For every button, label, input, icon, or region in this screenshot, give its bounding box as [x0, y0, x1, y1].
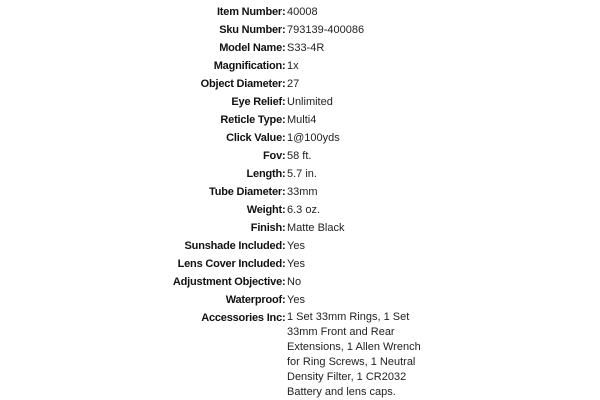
spec-separator: : [282, 114, 286, 126]
spec-separator: : [282, 186, 286, 198]
spec-value: Unlimited [287, 96, 333, 108]
spec-row-waterproof [0, 291, 600, 309]
spec-row-length [0, 165, 600, 183]
spec-value: 40008 [287, 6, 318, 18]
spec-value: No [287, 276, 302, 288]
spec-label: Magnification [213, 60, 282, 72]
spec-separator: : [282, 60, 286, 72]
spec-value: 27 [287, 78, 300, 90]
spec-row-fov [0, 147, 600, 165]
spec-value: Yes [287, 294, 305, 306]
spec-label: Weight [246, 204, 282, 216]
spec-row-item-number [0, 3, 600, 21]
spec-value: 5.7 in. [287, 168, 317, 180]
spec-separator: : [282, 42, 286, 54]
spec-row-object-diameter [0, 75, 600, 93]
spec-row-accessories-inc [0, 309, 600, 400]
spec-separator: : [282, 240, 286, 252]
spec-value: S33-4R [287, 42, 325, 54]
spec-table [0, 3, 600, 400]
spec-row-weight [0, 201, 600, 219]
spec-row-magnification [0, 57, 600, 75]
spec-row-lens-cover-included [0, 255, 600, 273]
spec-separator: : [282, 312, 286, 324]
spec-separator: : [282, 168, 286, 180]
spec-separator: : [282, 96, 286, 108]
spec-value: Yes [287, 240, 305, 252]
spec-value: Matte Black [287, 222, 345, 234]
spec-label: Sku Number [219, 24, 282, 36]
spec-label: Accessories Inc [201, 312, 282, 324]
spec-separator: : [282, 150, 286, 162]
spec-label: Finish [250, 222, 282, 234]
spec-value: 6.3 oz. [287, 204, 321, 216]
spec-separator: : [282, 276, 286, 288]
spec-label: Fov [263, 150, 282, 162]
spec-label: Object Diameter [200, 78, 282, 90]
spec-separator: : [282, 258, 286, 270]
spec-separator: : [282, 78, 286, 90]
spec-row-eye-relief [0, 93, 600, 111]
spec-value: Yes [287, 258, 305, 270]
spec-value: 1 Set 33mm Rings, 1 Set 33mm Front and Rear Extensions, 1 Allen Wrench for Ring Screws, 1 Neutral Density Filter, 1 CR2032 Battery and lens caps. [287, 311, 421, 398]
spec-row-sku-number [0, 21, 600, 39]
spec-row-finish [0, 219, 600, 237]
spec-label: Sunshade Included [184, 240, 282, 252]
spec-label: Length [246, 168, 282, 180]
spec-row-reticle-type [0, 111, 600, 129]
spec-label: Item Number [216, 6, 282, 18]
spec-row-tube-diameter [0, 183, 600, 201]
spec-separator: : [282, 132, 286, 144]
spec-separator: : [282, 222, 286, 234]
spec-separator: : [282, 204, 286, 216]
spec-value: 58 ft. [287, 150, 312, 162]
spec-value: 33mm [287, 186, 318, 198]
spec-row-model-name [0, 39, 600, 57]
spec-label: Click Value [226, 132, 282, 144]
spec-label: Waterproof [225, 294, 282, 306]
spec-separator: : [282, 24, 286, 36]
spec-label: Model Name [219, 42, 282, 54]
spec-label: Lens Cover Included [177, 258, 282, 270]
spec-separator: : [282, 6, 286, 18]
spec-label: Tube Diameter [209, 186, 282, 198]
spec-value: Multi4 [287, 114, 317, 126]
spec-row-sunshade-included [0, 237, 600, 255]
spec-label: Adjustment Objective [172, 276, 282, 288]
spec-label: Reticle Type [220, 114, 282, 126]
spec-row-adjustment-objective [0, 273, 600, 291]
spec-value: 1x [287, 60, 299, 72]
spec-row-click-value [0, 129, 600, 147]
spec-value: 793139-400086 [287, 24, 365, 36]
spec-separator: : [282, 294, 286, 306]
spec-value: 1@100yds [287, 132, 340, 144]
spec-label: Eye Relief [231, 96, 282, 108]
